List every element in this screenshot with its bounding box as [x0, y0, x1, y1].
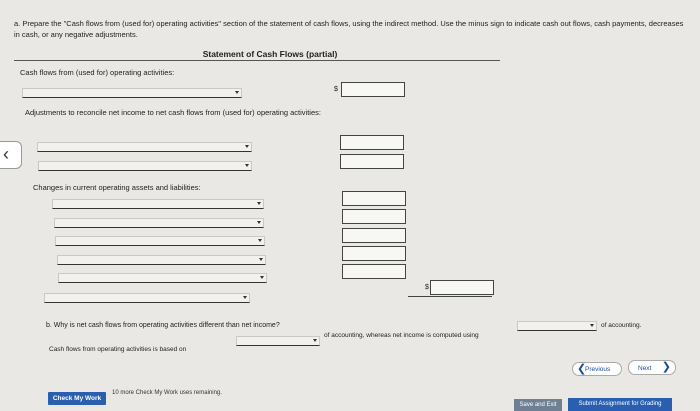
next-label: Next [638, 365, 652, 372]
save-and-exit-button[interactable]: Save and Exit [514, 399, 562, 411]
caret-down-icon [257, 202, 261, 205]
caret-down-icon [313, 339, 317, 342]
chevron-right-icon: ❯ [661, 361, 671, 373]
adjustments-label: Adjustments to reconcile net income to net cash flows from (used for) operating activities: [25, 108, 321, 117]
remaining-uses-text: 10 more Check My Work uses remaining. [112, 390, 222, 396]
operating-activities-label: Cash flows from (used for) operating activities: [20, 68, 175, 77]
answer-suffix: of accounting. [601, 322, 642, 329]
net-cash-flows-select[interactable] [44, 293, 250, 303]
adjustment-select-1[interactable] [37, 142, 252, 152]
change-amount-input-3[interactable] [342, 228, 406, 243]
net-cash-flows-amount-input[interactable] [430, 280, 494, 295]
caret-down-icon [245, 164, 249, 167]
change-amount-input-5[interactable] [342, 264, 406, 279]
change-select-1[interactable] [52, 199, 264, 209]
answer-middle: of accounting, whereas net income is computed using [324, 332, 479, 339]
change-select-3[interactable] [55, 236, 265, 246]
change-select-2[interactable] [54, 218, 264, 228]
change-select-5[interactable] [58, 273, 267, 283]
total-rule [408, 296, 492, 297]
changes-label: Changes in current operating assets and liabilities: [33, 183, 201, 192]
caret-down-icon [259, 258, 263, 261]
dollar-sign: $ [334, 86, 338, 93]
change-amount-input-4[interactable] [342, 246, 406, 261]
total-dollar-sign: $ [425, 284, 429, 291]
caret-down-icon [243, 296, 247, 299]
net-income-amount-input[interactable] [341, 82, 405, 97]
instructions-text: a. Prepare the "Cash flows from (used for) operating activities" section of the statement of cash flows, using the indirect method. Use the minus sign to indicate cash out flows, cash payments, decreases in cash, or any negative adjustments. [14, 19, 684, 39]
caret-down-icon [590, 324, 594, 327]
adjustment-amount-input-2[interactable] [340, 154, 404, 169]
previous-button[interactable] [572, 362, 622, 376]
submit-assignment-button[interactable]: Submit Assignment for Grading [568, 398, 672, 411]
adjustment-select-2[interactable] [38, 161, 252, 171]
next-button[interactable] [628, 360, 676, 375]
caret-down-icon [235, 91, 239, 94]
basis-select-2[interactable] [517, 321, 597, 331]
change-select-4[interactable] [57, 255, 266, 265]
caret-down-icon [257, 221, 261, 224]
title-rule [14, 60, 500, 61]
caret-down-icon [258, 239, 262, 242]
adjustment-amount-input-1[interactable] [340, 135, 404, 150]
chevron-left-icon: ❮ [577, 363, 587, 375]
change-amount-input-2[interactable] [342, 209, 406, 224]
side-panel-tab[interactable] [0, 141, 22, 169]
change-amount-input-1[interactable] [342, 191, 406, 206]
caret-down-icon [245, 145, 249, 148]
answer-prefix: Cash flows from operating activities is based on [49, 346, 187, 353]
check-my-work-button[interactable]: Check My Work [48, 392, 106, 405]
previous-label: Previous [585, 366, 611, 373]
question-b: b. Why is net cash flows from operating activities different than net income? [46, 322, 280, 329]
basis-select-1[interactable] [236, 336, 320, 346]
statement-title: Statement of Cash Flows (partial) [202, 49, 338, 59]
caret-down-icon [260, 276, 264, 279]
chevron-left-icon: ‹ [3, 144, 9, 164]
net-income-select[interactable] [22, 88, 242, 98]
